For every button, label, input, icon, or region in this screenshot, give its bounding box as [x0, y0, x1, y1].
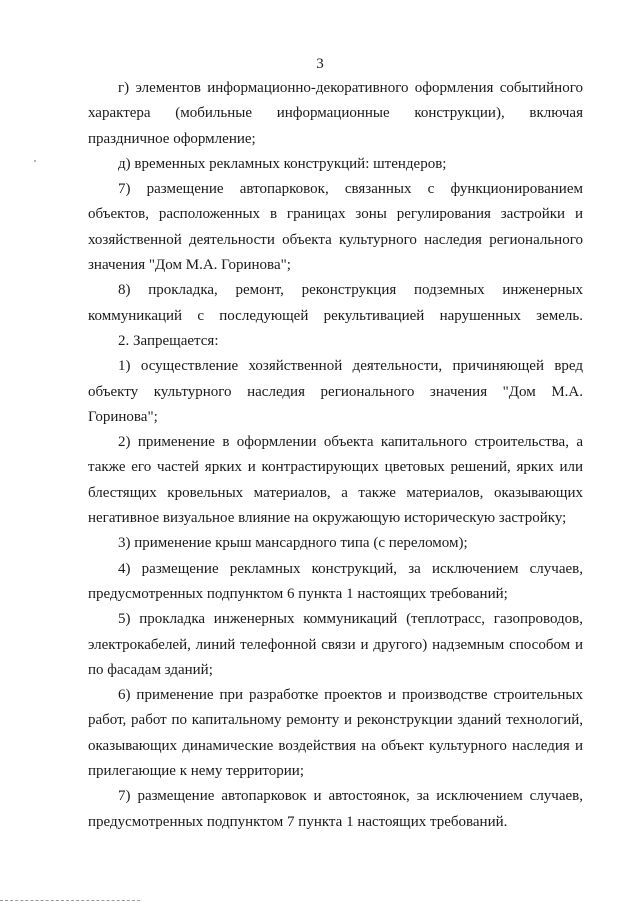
document-body [88, 76, 583, 835]
prohibition-3-mansard-roofs: 3) применение крыш мансардного типа (с переломом); [118, 535, 468, 552]
paragraph-g-decorative-elements: г) элементов информационно-декоративного оформления событийного характера (мобильные информационные конструкции), включая праздничное оформление; [88, 80, 583, 147]
scan-speck [34, 160, 36, 162]
prohibition-5-overhead-utilities: 5) прокладка инженерных коммуникаций (теплотрасс, газопроводов, электрокабелей, линий телефонной связи и другого) надземным способом и по фасадам зданий; [88, 611, 583, 678]
prohibition-7-parking: 7) размещение автопарковок и автостоянок, за исключением случаев, предусмотренных подпунктом 7 пункта 1 настоящих требований. [88, 788, 583, 830]
paragraph-8-underground-utilities: 8) прокладка, ремонт, реконструкция подземных инженерных коммуникаций с последующей рекультивацией нарушенных земель. [88, 282, 583, 324]
paragraph-d-temporary-ads: д) временных рекламных конструкций: штендеров; [118, 155, 447, 172]
prohibition-1-harmful-activity: 1) осуществление хозяйственной деятельности, причиняющей вред объекту культурного наследия регионального значения "Дом М.А. Горинова"; [88, 358, 583, 425]
paragraph-7-parking-allowed: 7) размещение автопарковок, связанных с функционированием объектов, расположенных в границах зоны регулирования застройки и хозяйственной деятельности объекта культурного наследия регионального значения "Дом М.А. Горинова"; [88, 181, 583, 274]
prohibition-6-dynamic-impact: 6) применение при разработке проектов и производстве строительных работ, работ по капитальному ремонту и реконструкции зданий технологий, оказывающих динамические воздействия на объект культурного наследия и прилегающие к нему территории; [88, 687, 583, 780]
prohibition-2-bright-colors: 2) применение в оформлении объекта капитального строительства, а также его частей ярких и контрастирующих цветовых решений, ярких или блестящих кровельных материалов, а также материалов, оказывающих негативное визуальное влияние на окружающую историческую застройку; [88, 434, 583, 527]
page-number: 3 [316, 56, 324, 72]
bottom-edge-rule [0, 900, 140, 901]
prohibition-4-advertising: 4) размещение рекламных конструкций, за исключением случаев, предусмотренных подпунктом 6 пункта 1 настоящих требований; [88, 560, 583, 602]
section-2-heading: 2. Запрещается: [118, 332, 219, 349]
